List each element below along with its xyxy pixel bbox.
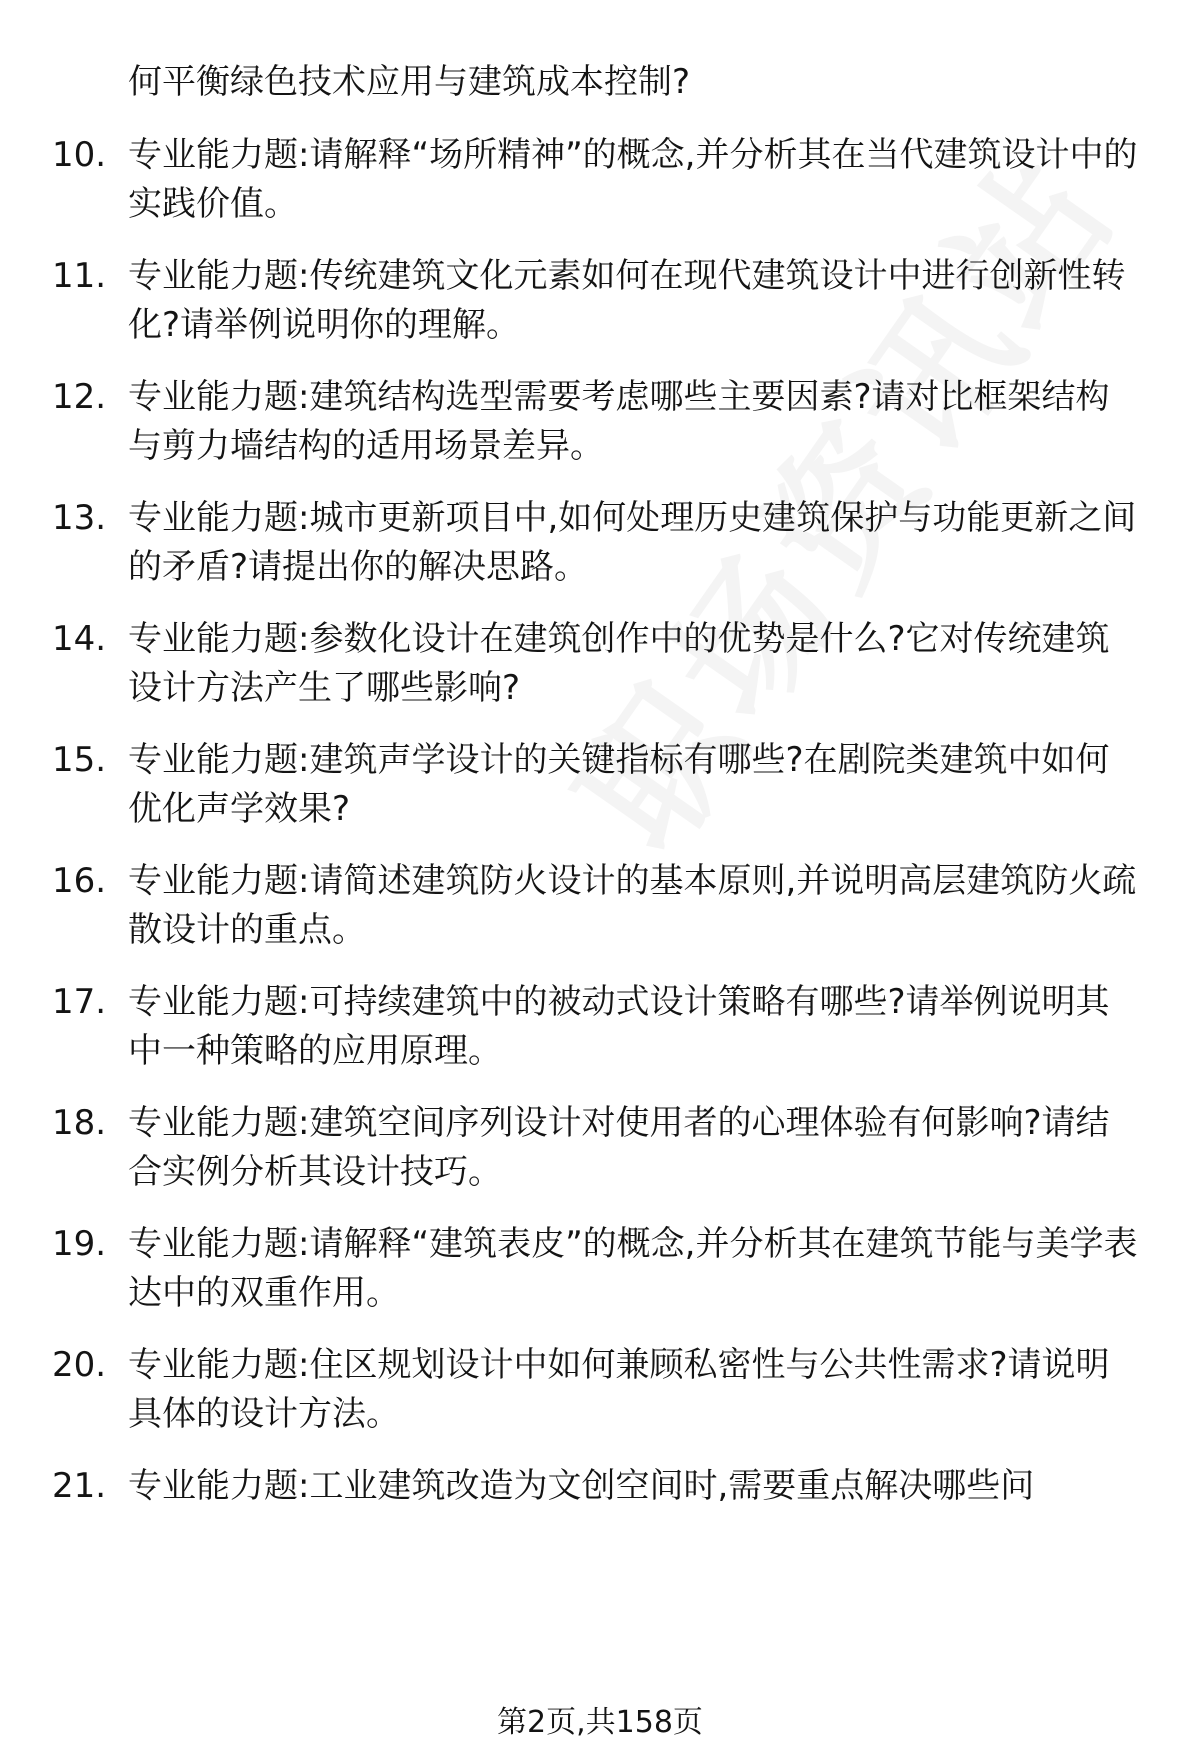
question-number: 10. [52, 135, 107, 175]
question-text: 专业能力题:可持续建筑中的被动式设计策略有哪些?请举例说明其中一种策略的应用原理。 [128, 982, 1110, 1071]
question-number: 15. [52, 740, 107, 780]
question-text: 专业能力题:工业建筑改造为文创空间时,需要重点解决哪些问 [128, 1466, 1035, 1506]
question-text: 专业能力题:请解释“场所精神”的概念,并分析其在当代建筑设计中的实践价值。 [128, 135, 1138, 224]
question-text: 专业能力题:建筑结构选型需要考虑哪些主要因素?请对比框架结构与剪力墙结构的适用场景差异。 [128, 377, 1110, 466]
question-text: 专业能力题:请简述建筑防火设计的基本原则,并说明高层建筑防火疏散设计的重点。 [128, 861, 1137, 950]
question-number: 21. [52, 1466, 107, 1506]
page-number-footer: 第2页,共158页 [497, 1705, 703, 1740]
question-number: 13. [52, 498, 107, 538]
question-number: 16. [52, 861, 107, 901]
question-number: 17. [52, 982, 107, 1022]
question-number: 20. [52, 1345, 107, 1385]
question-number: 18. [52, 1103, 107, 1143]
question-text: 专业能力题:住区规划设计中如何兼顾私密性与公共性需求?请说明具体的设计方法。 [128, 1345, 1110, 1434]
question-number: 11. [52, 256, 107, 296]
question-text: 专业能力题:建筑空间序列设计对使用者的心理体验有何影响?请结合实例分析其设计技巧。 [128, 1103, 1110, 1192]
question-text: 专业能力题:传统建筑文化元素如何在现代建筑设计中进行创新性转化?请举例说明你的理解。 [128, 256, 1126, 345]
question-number: 14. [52, 619, 107, 659]
question-text: 专业能力题:请解释“建筑表皮”的概念,并分析其在建筑节能与美学表达中的双重作用。 [128, 1224, 1138, 1313]
continued-question-text: 何平衡绿色技术应用与建筑成本控制? [128, 62, 691, 102]
question-text: 专业能力题:建筑声学设计的关键指标有哪些?在剧院类建筑中如何优化声学效果? [128, 740, 1110, 829]
question-number: 12. [52, 377, 107, 417]
question-text: 专业能力题:城市更新项目中,如何处理历史建筑保护与功能更新之间的矛盾?请提出你的解决思路。 [128, 498, 1137, 587]
question-number: 19. [52, 1224, 107, 1264]
question-text: 专业能力题:参数化设计在建筑创作中的优势是什么?它对传统建筑设计方法产生了哪些影响? [128, 619, 1110, 708]
